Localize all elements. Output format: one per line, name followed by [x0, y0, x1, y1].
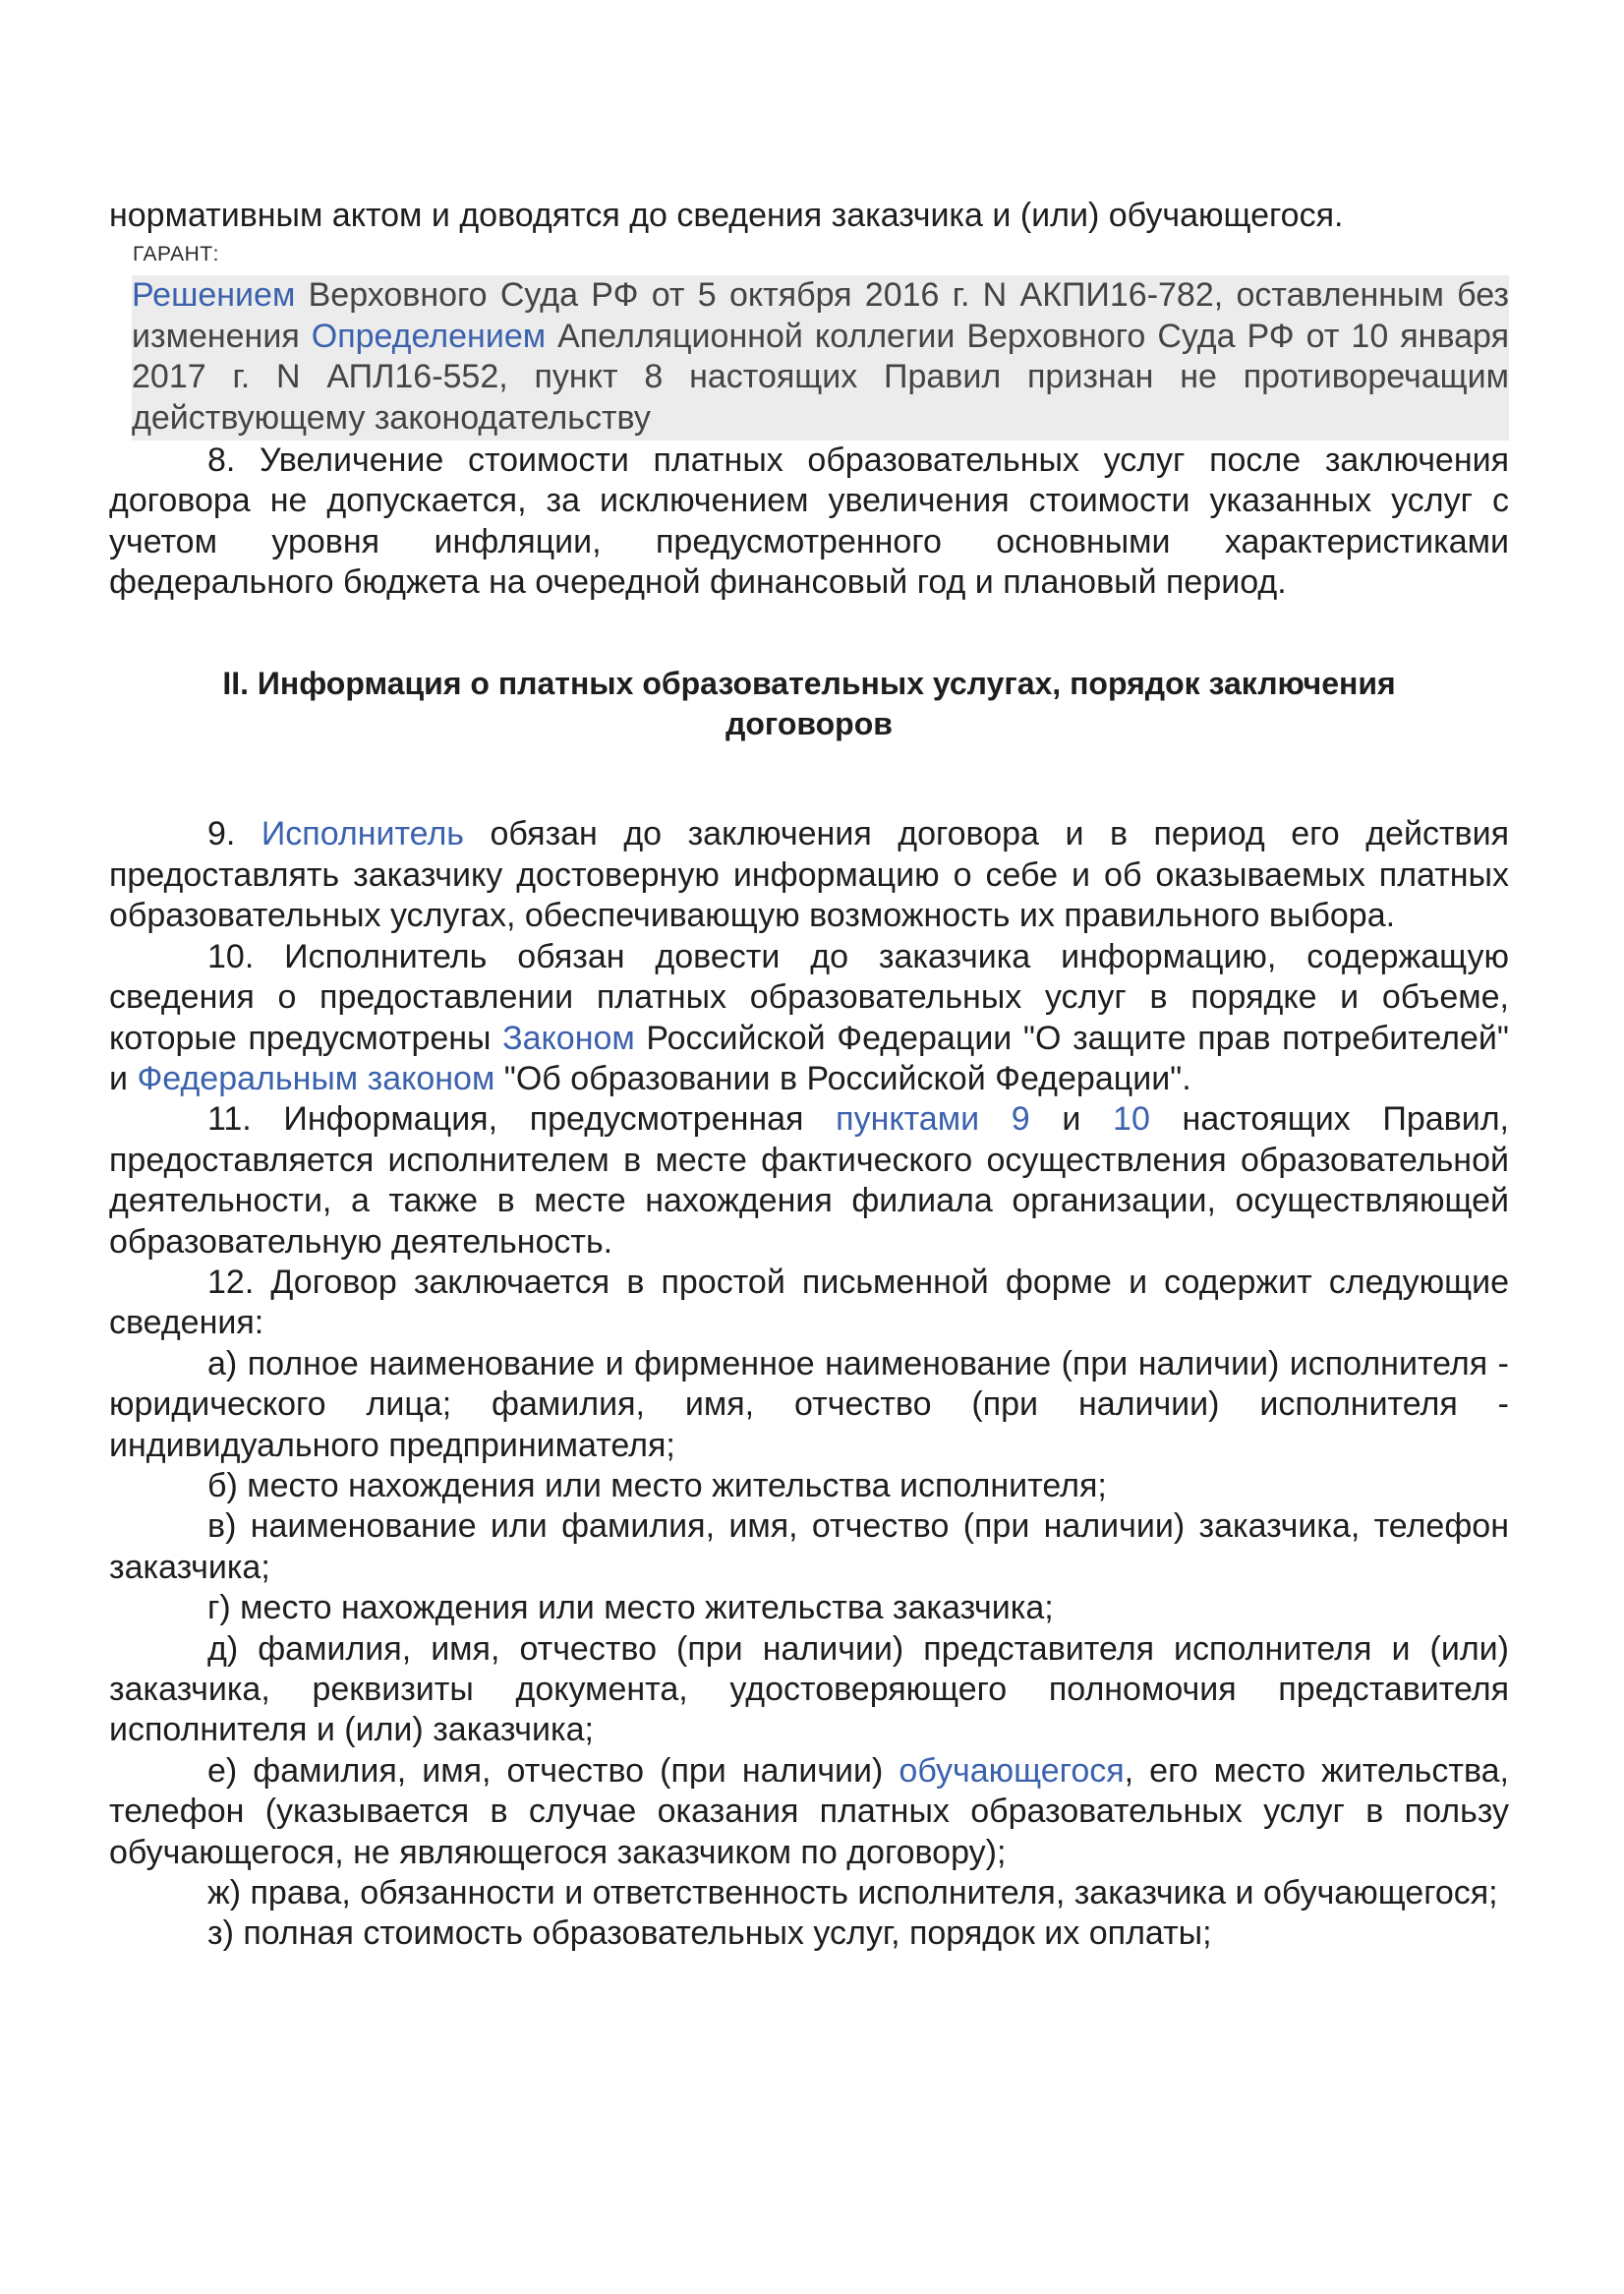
determination-link[interactable]: Определением: [311, 317, 547, 355]
subitem-z: з) полная стоимость образовательных услуг, порядок их оплаты;: [207, 1914, 1212, 1953]
garant-label: ГАРАНТ:: [133, 243, 219, 266]
points-9-link[interactable]: пунктами 9: [836, 1100, 1030, 1139]
law-link[interactable]: Законом: [502, 1019, 635, 1057]
item-9-text: обязан до заключения договора и в период его действия предоставлять заказчику достоверную информацию о себе и об оказываемых платных образовательных услугах, обеспечивающую возможность их правильного выбора.: [109, 815, 1509, 935]
subitem-e-text-1: е) фамилия, имя, отчество (при наличии): [207, 1751, 899, 1790]
point-10-link[interactable]: 10: [1113, 1100, 1150, 1139]
garant-note: [132, 275, 1509, 441]
decision-link[interactable]: Решением: [132, 276, 296, 315]
subitem-e-text-2: , его место жительства, телефон (указывается в случае оказания платных образовательных услуг в пользу обучающегося, не являющегося заказчиком по договору);: [109, 1751, 1509, 1871]
item-10-text-1: 10. Исполнитель обязан довести до заказчика информацию, содержащую сведения о предоставлении платных образовательных услуг в порядке и объеме, которые предусмотрены: [109, 937, 1509, 1057]
garant-text-1: Верховного Суда РФ от 5 октября 2016 г. N АКПИ16-782, оставленным без изменения: [132, 276, 1509, 355]
subitem-g: г) место нахождения или место жительства заказчика;: [207, 1589, 1054, 1627]
item-11-text-3: настоящих Правил, предоставляется исполнителем в месте фактического осуществления образовательной деятельности, а также в месте нахождения филиала организации, осуществляющей образовательную деятельность.: [109, 1100, 1510, 1261]
item-10: [109, 937, 1509, 1100]
intro-line: нормативным актом и доводятся до сведения заказчика и (или) обучающегося.: [109, 197, 1344, 234]
subitem-zh: ж) права, обязанности и ответственность исполнителя, заказчика и обучающегося;: [207, 1874, 1498, 1912]
item-11-text-1: 11. Информация, предусмотренная: [207, 1100, 837, 1139]
section-heading: II. Информация о платных образовательных услугах, порядок заключения договоров: [222, 665, 1396, 742]
garant-text-2: Апелляционной коллегии Верховного Суда РФ от 10 января 2017 г. N АПЛ16-552, пункт 8 настоящих Правил признан не противоречащим действующему законодательству: [132, 317, 1509, 437]
item-11-text-2: и: [1029, 1100, 1114, 1139]
subitem-v: в) наименование или фамилия, имя, отчество (при наличии) заказчика, телефон заказчика;: [109, 1507, 1509, 1586]
item-12: 12. Договор заключается в простой письменной форме и содержит следующие сведения:: [109, 1263, 1509, 1342]
subitem-a: а) полное наименование и фирменное наименование (при наличии) исполнителя - юридического лица; фамилия, имя, отчество (при наличии) исполнителя - индивидуального предпринимателя;: [109, 1344, 1509, 1464]
item-10-text-3: "Об образовании в Российской Федерации".: [494, 1059, 1191, 1097]
subitem-e: [109, 1751, 1509, 1873]
subitem-d: д) фамилия, имя, отчество (при наличии) представителя исполнителя и (или) заказчика, реквизиты документа, удостоверяющего полномочия представителя исполнителя и (или) заказчика;: [109, 1629, 1509, 1749]
subitem-b: б) место нахождения или место жительства исполнителя;: [207, 1466, 1107, 1504]
item-8: 8. Увеличение стоимости платных образовательных услуг после заключения договора не допускается, за исключением увеличения стоимости указанных услуг с учетом уровня инфляции, предусмотренного основными характеристиками федерального бюджета на очередной финансовый год и плановый период.: [109, 441, 1509, 602]
item-9: [109, 814, 1509, 936]
item-10-text-2: Российской Федерации "О защите прав потребителей" и: [109, 1019, 1509, 1097]
student-link[interactable]: обучающегося: [899, 1751, 1125, 1790]
item-9-number: 9.: [207, 815, 261, 853]
item-11: [109, 1099, 1509, 1263]
executor-link[interactable]: Исполнитель: [261, 815, 465, 853]
federal-law-link[interactable]: Федеральным законом: [137, 1059, 495, 1097]
